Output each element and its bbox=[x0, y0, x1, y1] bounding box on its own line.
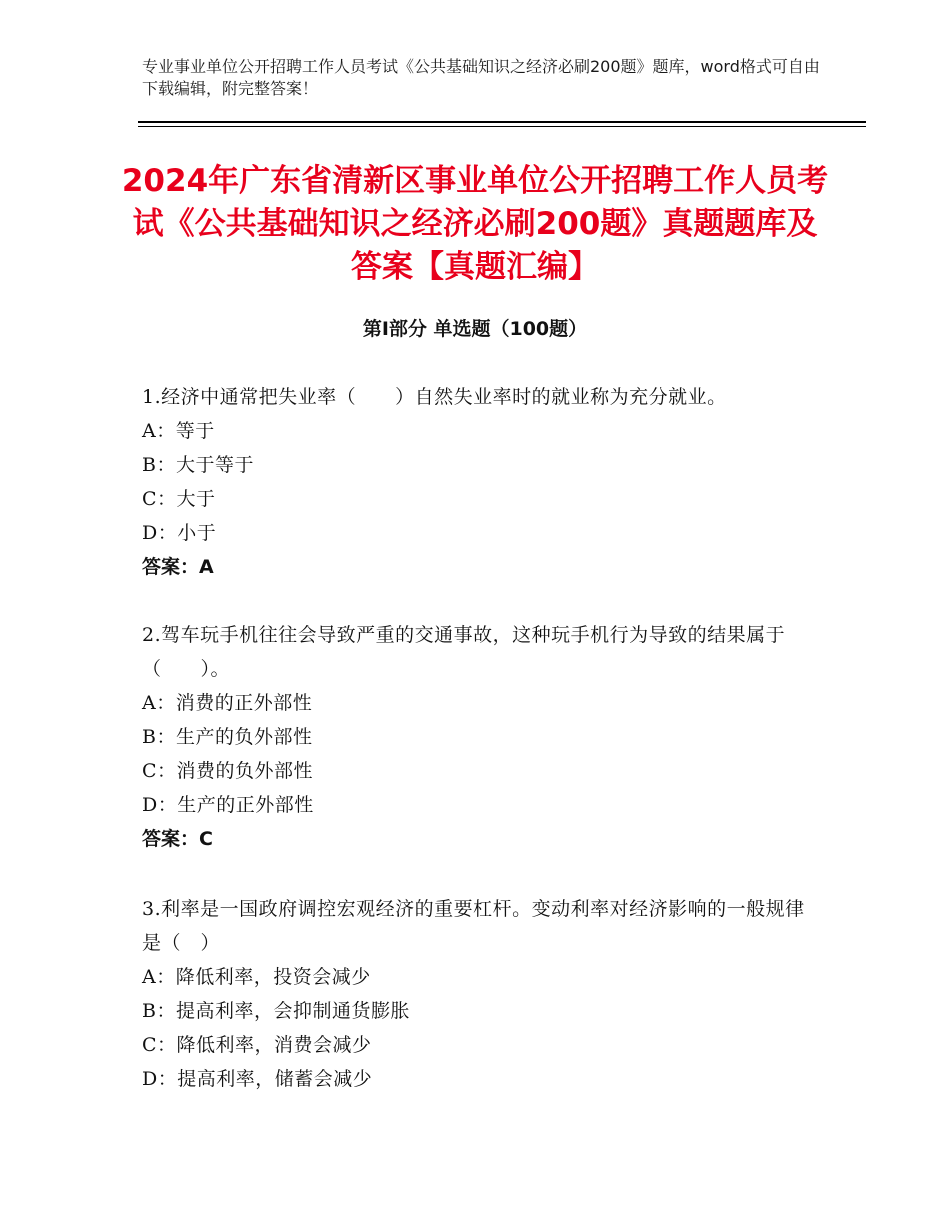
question-stem: 3.利率是一国政府调控宏观经济的重要杠杆。变动利率对经济影响的一般规律是（ ） bbox=[142, 898, 805, 954]
question-2 bbox=[142, 618, 822, 856]
option-a: A：消费的正外部性 bbox=[142, 692, 313, 714]
answer: 答案：A bbox=[142, 556, 214, 578]
option-d: D：提高利率，储蓄会减少 bbox=[142, 1068, 373, 1090]
option-b: B：生产的负外部性 bbox=[142, 726, 313, 748]
option-a: A：等于 bbox=[142, 420, 215, 442]
question-3 bbox=[142, 892, 822, 1096]
header-rule-thin bbox=[138, 126, 866, 127]
option-d: D：生产的正外部性 bbox=[142, 794, 314, 816]
header-rule-thick bbox=[138, 121, 866, 123]
option-b: B：提高利率，会抑制通货膨胀 bbox=[142, 1000, 410, 1022]
option-c: C：大于 bbox=[142, 488, 216, 510]
question-stem: 1.经济中通常把失业率（ ）自然失业率时的就业称为充分就业。 bbox=[142, 386, 727, 408]
question-stem: 2.驾车玩手机往往会导致严重的交通事故，这种玩手机行为导致的结果属于（ ）。 bbox=[142, 624, 786, 680]
document-title: 2024年广东省清新区事业单位公开招聘工作人员考试《公共基础知识之经济必刷200题》真题题库及答案【真题汇编】 bbox=[121, 163, 829, 285]
section-title: 第Ⅰ部分 单选题（100题） bbox=[362, 318, 588, 340]
option-a: A：降低利率，投资会减少 bbox=[142, 966, 371, 988]
option-c: C：降低利率，消费会减少 bbox=[142, 1034, 372, 1056]
question-1 bbox=[142, 380, 822, 584]
option-b: B：大于等于 bbox=[142, 454, 254, 476]
answer: 答案：C bbox=[142, 828, 213, 850]
option-d: D：小于 bbox=[142, 522, 217, 544]
header-note: 专业事业单位公开招聘工作人员考试《公共基础知识之经济必刷200题》题库，word格式可自由下载编辑，附完整答案！ bbox=[142, 57, 820, 98]
option-c: C：消费的负外部性 bbox=[142, 760, 314, 782]
